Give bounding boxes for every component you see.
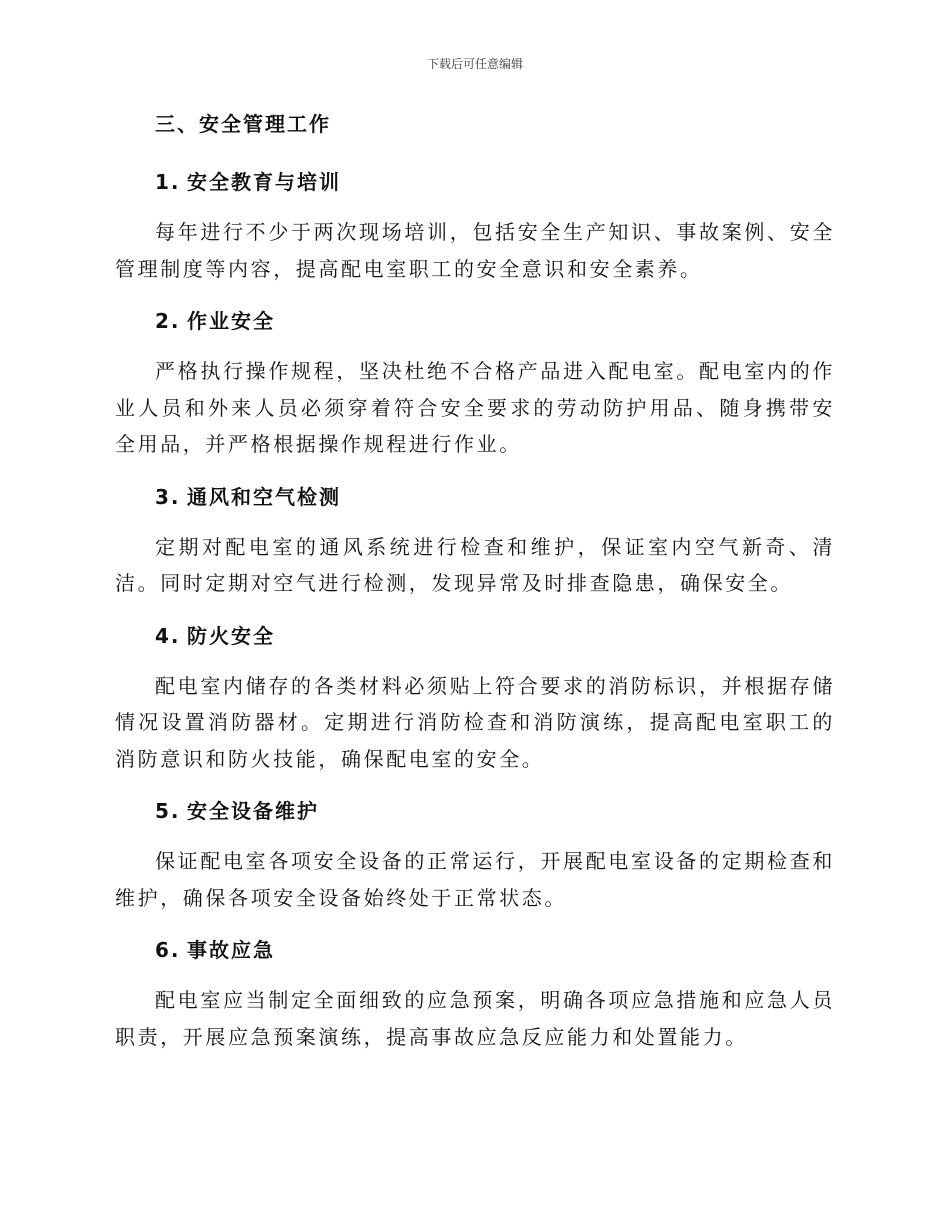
item-heading-text: 作业安全 [187, 309, 275, 333]
item-heading-text: 事故应急 [187, 938, 275, 962]
item-number: 4. [155, 623, 181, 648]
item-heading-2 [155, 303, 835, 339]
item-heading-1 [155, 164, 835, 200]
item-heading-5 [155, 793, 835, 829]
item-number: 5. [155, 799, 181, 823]
item-number: 6. [155, 938, 181, 962]
item-heading-6 [155, 932, 835, 968]
item-heading-text: 安全教育与培训 [187, 170, 341, 194]
section-title: 三、安全管理工作 [155, 112, 331, 136]
page-header-note: 下载后可任意编辑 [426, 57, 523, 71]
item-paragraph-1: 每年进行不少于两次现场培训，包括安全生产知识、事故案例、安全管理制度等内容，提高配电室职工的安全意识和安全素养。 [115, 220, 835, 281]
item-paragraph-5: 保证配电室各项安全设备的正常运行，开展配电室设备的定期检查和维护，确保各项安全设备始终处于正常状态。 [115, 849, 835, 910]
document-body [115, 106, 835, 1071]
item-number: 3. [155, 484, 181, 509]
item-heading-text: 通风和空气检测 [187, 484, 341, 509]
item-heading-3 [155, 479, 835, 515]
item-number: 1. [155, 170, 181, 194]
item-paragraph-4: 配电室内储存的各类材料必须贴上符合要求的消防标识，并根据存储情况设置消防器材。定期进行消防检查和消防演练，提高配电室职工的消防意识和防火技能，确保配电室的安全。 [115, 673, 835, 771]
item-heading-text: 防火安全 [187, 623, 275, 648]
item-number: 2. [155, 309, 181, 333]
item-paragraph-6: 配电室应当制定全面细致的应急预案，明确各项应急措施和应急人员职责，开展应急预案演练，提高事故应急反应能力和处置能力。 [115, 988, 835, 1049]
item-heading-4 [155, 618, 835, 654]
item-heading-text: 安全设备维护 [187, 799, 319, 823]
item-paragraph-2: 严格执行操作规程，坚决杜绝不合格产品进入配电室。配电室内的作业人员和外来人员必须穿着符合安全要求的劳动防护用品、随身携带安全用品，并严格根据操作规程进行作业。 [115, 359, 835, 456]
item-paragraph-3: 定期对配电室的通风系统进行检查和维护，保证室内空气新奇、清洁。同时定期对空气进行检测，发现异常及时排查隐患，确保安全。 [115, 534, 835, 595]
